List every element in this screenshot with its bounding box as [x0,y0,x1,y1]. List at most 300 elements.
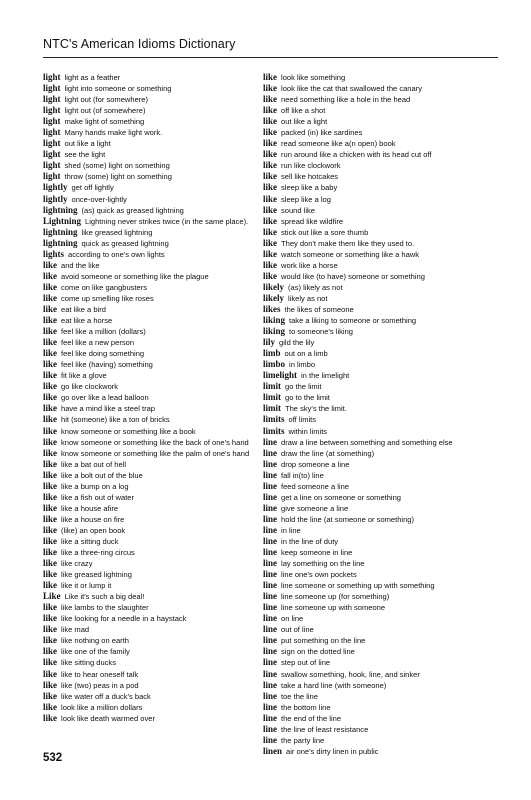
entry-headword: like [263,193,278,204]
dictionary-entry [263,702,499,713]
entry-phrase: like a sitting duck [61,536,119,546]
entry-phrase: line someone up with someone [281,603,386,613]
entry-phrase: (like) an open book [61,525,126,535]
dictionary-entry [263,370,499,381]
dictionary-entry [43,437,265,448]
entry-headword: limelight [263,370,297,381]
entry-headword: like [263,116,278,127]
entry-phrase: the party line [281,735,325,745]
entry-phrase: like looking for a needle in a haystack [61,614,187,624]
entry-phrase: within limits [288,426,328,436]
entry-phrase: feed someone a line [281,481,349,491]
entry-headword: like [43,569,58,580]
entry-headword: like [43,580,58,591]
entry-phrase: put something on the line [281,636,366,646]
entry-headword: light [43,72,61,82]
entry-phrase: according to one's own lights [68,249,165,259]
entry-headword: like [263,83,278,94]
entry-headword: likes [263,303,281,314]
dictionary-entry [263,359,499,370]
entry-headword: like [43,326,58,337]
entry-headword: like [263,259,278,270]
dictionary-entry [43,713,265,724]
dictionary-entry [263,437,499,448]
dictionary-entry [43,227,265,238]
entry-headword: light [43,160,61,171]
dictionary-entry [263,470,499,481]
dictionary-entry [263,105,499,116]
entry-phrase: sell like hotcakes [281,172,339,182]
entry-phrase: swallow something, hook, line, and sinker [281,669,420,679]
dictionary-entry [43,348,265,359]
entry-headword: Lightning [43,215,82,226]
dictionary-entry [263,735,499,746]
entry-phrase: like a fish out of water [61,492,135,502]
entry-phrase: drop someone a line [281,459,350,469]
entry-headword: like [43,657,58,668]
entry-headword: line [263,491,278,502]
dictionary-entry [263,72,499,83]
dictionary-entry [43,116,265,127]
dictionary-entry [43,271,265,282]
dictionary-entry [43,238,265,249]
entry-phrase: to someone's liking [289,327,353,337]
dictionary-entry [263,624,499,635]
entry-headword: like [263,105,278,116]
entry-headword: like [43,270,58,281]
entry-headword: like [43,292,58,303]
dictionary-entry [263,127,499,138]
entry-headword: like [43,414,58,425]
dictionary-entry [43,635,265,646]
entry-phrase: like a three-ring circus [61,548,135,558]
entry-headword: line [263,436,278,447]
entry-headword: line [263,524,278,535]
entry-headword: line [263,458,278,469]
entry-phrase: step out of line [281,658,331,668]
dictionary-entry [263,657,499,668]
dictionary-entry [263,205,499,216]
entry-headword: liking [263,326,286,337]
dictionary-entry [263,149,499,160]
dictionary-entry [263,724,499,735]
entry-phrase: like (two) peas in a pod [61,680,139,690]
entry-headword: like [43,337,58,348]
entry-phrase: once-over-lightly [71,194,127,204]
entry-phrase: come on like gangbusters [61,282,148,292]
entry-headword: line [263,580,278,591]
entry-phrase: out like a light [281,117,328,127]
entry-headword: like [263,226,278,237]
entry-phrase: air one's dirty linen in public [286,746,379,756]
dictionary-entry [43,514,265,525]
dictionary-entry [263,315,499,326]
entry-headword: lightning [43,226,78,237]
entry-phrase: like nothing on earth [61,636,129,646]
entry-headword: line [263,734,278,745]
entry-phrase: take a hard line (with someone) [281,680,387,690]
dictionary-entry [43,216,265,227]
entry-headword: like [43,403,58,414]
entry-phrase: shed (some) light on something [64,161,170,171]
entry-phrase: in line [281,525,301,535]
entry-headword: limbo [263,359,286,370]
header-divider [43,57,498,58]
entry-headword: line [263,480,278,491]
dictionary-entry [43,669,265,680]
entry-headword: like [43,646,58,657]
dictionary-entry [263,381,499,392]
entry-phrase: get off lightly [71,183,114,193]
entry-phrase: like a house on fire [61,514,125,524]
entry-headword: like [43,480,58,491]
entry-phrase: out like a light [64,139,111,149]
entry-phrase: know someone or something like the back of one's hand [61,437,249,447]
entry-headword: line [263,447,278,458]
dictionary-entry [43,580,265,591]
dictionary-entry [263,293,499,304]
entry-phrase: off like a shot [281,106,326,116]
entry-phrase: the likes of someone [284,304,354,314]
dictionary-entry [263,238,499,249]
entry-phrase: hit (someone) like a ton of bricks [61,415,170,425]
dictionary-entry [263,160,499,171]
entry-headword: liking [263,315,286,326]
entry-phrase: the line of least resistance [281,724,369,734]
entry-headword: like [263,72,278,82]
page-header-title: NTC's American Idioms Dictionary [43,37,236,51]
dictionary-entry [43,160,265,171]
dictionary-entry [43,127,265,138]
dictionary-entry [43,702,265,713]
dictionary-entry [43,569,265,580]
entry-headword: line [263,535,278,546]
entry-phrase: watch someone or something like a hawk [281,249,420,259]
entry-phrase: look like death warmed over [61,713,155,723]
entry-headword: like [43,547,58,558]
entry-phrase: They don't make them like they used to. [281,238,415,248]
entry-headword: like [43,259,58,270]
entry-phrase: lay something on the line [281,559,365,569]
entry-phrase: on line [281,614,304,624]
dictionary-entry [43,72,265,83]
entry-phrase: like a bump on a log [61,481,129,491]
dictionary-entry [43,613,265,624]
dictionary-entry [263,602,499,613]
entry-phrase: give someone a line [281,503,349,513]
entry-phrase: feel like doing something [61,349,145,359]
entry-headword: like [263,204,278,215]
entry-headword: like [263,171,278,182]
entry-headword: line [263,602,278,613]
entry-phrase: line one's own pockets [281,570,357,580]
entry-headword: line [263,569,278,580]
dictionary-entry [263,569,499,580]
entry-headword: like [263,182,278,193]
dictionary-entry [43,171,265,182]
entry-phrase: look like the cat that swallowed the canary [281,84,422,94]
dictionary-entry [43,105,265,116]
entry-headword: limit [263,403,281,414]
dictionary-entry [263,116,499,127]
dictionary-entry [43,426,265,437]
dictionary-entry [43,337,265,348]
entry-phrase: likely as not [288,293,328,303]
entry-phrase: line someone or something up with something [281,581,435,591]
dictionary-entry [263,138,499,149]
entry-phrase: out of line [281,625,314,635]
dictionary-entry [263,337,499,348]
entry-headword: like [43,447,58,458]
entry-headword: limits [263,425,285,436]
entry-headword: linen [263,745,283,756]
entry-phrase: draw the line (at something) [281,448,375,458]
page-number: 532 [43,752,63,764]
dictionary-entry [263,591,499,602]
dictionary-entry [263,448,499,459]
entry-phrase: like greased lightning [81,227,153,237]
entry-headword: line [263,723,278,734]
entry-headword: like [43,502,58,513]
entry-phrase: feel like a million (dollars) [61,327,146,337]
entry-headword: Like [43,591,61,602]
entry-headword: line [263,502,278,513]
entry-headword: like [263,127,278,138]
entry-phrase: toe the line [281,691,318,701]
dictionary-entry [263,503,499,514]
entry-headword: like [263,160,278,171]
entry-headword: lightly [43,193,68,204]
dictionary-entry [43,205,265,216]
dictionary-entry [263,459,499,470]
entry-phrase: throw (some) light on something [64,172,172,182]
dictionary-entry [263,271,499,282]
entry-headword: like [43,370,58,381]
entry-headword: line [263,547,278,558]
dictionary-entry [263,669,499,680]
entry-headword: like [43,701,58,712]
entry-phrase: sound like [281,205,315,215]
entry-headword: like [43,348,58,359]
dictionary-entry [43,459,265,470]
entry-headword: line [263,624,278,635]
entry-headword: line [263,679,278,690]
entry-headword: like [43,315,58,326]
dictionary-entry [43,293,265,304]
entry-phrase: like sitting ducks [61,658,116,668]
entry-phrase: light into someone or something [64,84,172,94]
dictionary-entry [263,282,499,293]
dictionary-entry [43,392,265,403]
entry-phrase: eat like a bird [61,304,106,314]
entry-phrase: (as) likely as not [288,282,343,292]
entry-phrase: like greased lightning [61,570,132,580]
entry-phrase: know someone or something like the palm of one's hand [61,448,250,458]
dictionary-entry [43,591,265,602]
dictionary-entry [263,426,499,437]
entry-headword: like [43,381,58,392]
dictionary-entry [263,613,499,624]
right-column [263,72,499,757]
dictionary-entry [43,503,265,514]
dictionary-entry [263,680,499,691]
dictionary-entry [263,304,499,315]
entry-headword: like [43,469,58,480]
dictionary-entry [43,381,265,392]
entry-phrase: go the limit [285,382,322,392]
entry-phrase: go over like a lead balloon [61,393,149,403]
dictionary-entry [43,359,265,370]
entry-phrase: Many hands make light work. [64,128,163,138]
dictionary-entry [263,547,499,558]
dictionary-entry [43,414,265,425]
entry-headword: like [263,270,278,281]
entry-headword: line [263,613,278,624]
entry-phrase: like it or lump it [61,581,112,591]
entry-headword: light [43,83,61,94]
dictionary-entry [263,194,499,205]
entry-phrase: take a liking to someone or something [289,316,417,326]
entry-phrase: Like it's such a big deal! [64,592,145,602]
dictionary-entry [43,326,265,337]
entry-phrase: like mad [61,625,90,635]
entry-phrase: (as) quick as greased lightning [81,205,184,215]
entry-phrase: fit like a glove [61,371,107,381]
dictionary-entry [43,492,265,503]
dictionary-entry [263,414,499,425]
entry-phrase: make light of something [64,117,145,127]
entry-headword: lightning [43,204,78,215]
entry-phrase: hold the line (at someone or something) [281,514,415,524]
entry-phrase: Lightning never strikes twice (in the same place). [85,216,249,226]
dictionary-entry [43,448,265,459]
dictionary-entry [43,282,265,293]
entry-phrase: in the limelight [301,371,350,381]
entry-phrase: out on a limb [284,349,328,359]
entry-headword: like [43,303,58,314]
dictionary-entry [263,536,499,547]
entry-headword: like [263,94,278,105]
entry-headword: light [43,171,61,182]
dictionary-entry [43,83,265,94]
entry-headword: line [263,668,278,679]
entry-phrase: light as a feather [64,73,121,82]
entry-headword: like [263,149,278,160]
entry-headword: limb [263,348,281,359]
dictionary-entry [263,392,499,403]
dictionary-entry [43,558,265,569]
entry-headword: light [43,138,61,149]
dictionary-entry [43,149,265,160]
entry-phrase: like one of the family [61,647,130,657]
entry-headword: line [263,513,278,524]
dictionary-entry [43,194,265,205]
entry-headword: like [43,491,58,502]
entry-headword: like [43,613,58,624]
dictionary-entry [263,260,499,271]
entry-headword: like [43,712,58,723]
entry-phrase: work like a horse [281,260,338,270]
dictionary-entry [263,171,499,182]
dictionary-entry [43,260,265,271]
dictionary-entry [263,348,499,359]
entry-phrase: need something like a hole in the head [281,95,411,105]
entry-phrase: look like something [281,73,346,82]
entry-headword: like [263,215,278,226]
dictionary-entry [263,94,499,105]
entry-phrase: sign on the dotted line [281,647,355,657]
dictionary-entry [43,370,265,381]
dictionary-entry [43,525,265,536]
entry-phrase: stick out like a sore thumb [281,227,369,237]
entry-headword: light [43,127,61,138]
entry-phrase: packed (in) like sardines [281,128,363,138]
entry-phrase: like water off a duck's back [61,691,151,701]
dictionary-entry [263,249,499,260]
entry-headword: like [43,668,58,679]
entry-headword: line [263,591,278,602]
dictionary-entry [43,547,265,558]
entry-headword: lights [43,248,65,259]
entry-phrase: draw a line between something and something else [281,437,453,447]
dictionary-entry [263,525,499,536]
entry-headword: like [43,624,58,635]
entry-headword: line [263,558,278,569]
entry-headword: likely [263,292,285,303]
entry-headword: light [43,94,61,105]
entry-phrase: and the like [61,260,100,270]
dictionary-entry [43,481,265,492]
entry-phrase: look like a million dollars [61,702,143,712]
dictionary-entry [263,635,499,646]
dictionary-entry [43,304,265,315]
dictionary-entry [263,182,499,193]
entry-phrase: avoid someone or something like the plague [61,271,209,281]
entry-phrase: sleep like a baby [281,183,338,193]
dictionary-entry [43,657,265,668]
entry-headword: limit [263,381,281,392]
dictionary-entry [263,646,499,657]
entry-headword: like [43,602,58,613]
entry-headword: like [263,248,278,259]
dictionary-entry [263,558,499,569]
dictionary-entry [43,138,265,149]
entry-phrase: sleep like a log [281,194,331,204]
left-column [43,72,265,724]
entry-headword: like [263,237,278,248]
entry-phrase: the end of the line [281,713,342,723]
entry-phrase: fall in(to) line [281,470,324,480]
dictionary-entry [43,646,265,657]
entry-headword: limits [263,414,285,425]
dictionary-entry [263,216,499,227]
entry-phrase: go like clockwork [61,382,119,392]
dictionary-entry [263,492,499,503]
entry-headword: light [43,116,61,127]
entry-headword: like [43,458,58,469]
entry-headword: line [263,712,278,723]
entry-headword: like [43,359,58,370]
entry-phrase: light out (of somewhere) [64,106,146,116]
entry-phrase: run like clockwork [281,161,341,171]
entry-phrase: eat like a horse [61,316,113,326]
dictionary-entry [263,691,499,702]
entry-headword: light [43,105,61,116]
entry-headword: line [263,657,278,668]
dictionary-entry [43,602,265,613]
entry-headword: like [43,425,58,436]
entry-headword: like [43,513,58,524]
